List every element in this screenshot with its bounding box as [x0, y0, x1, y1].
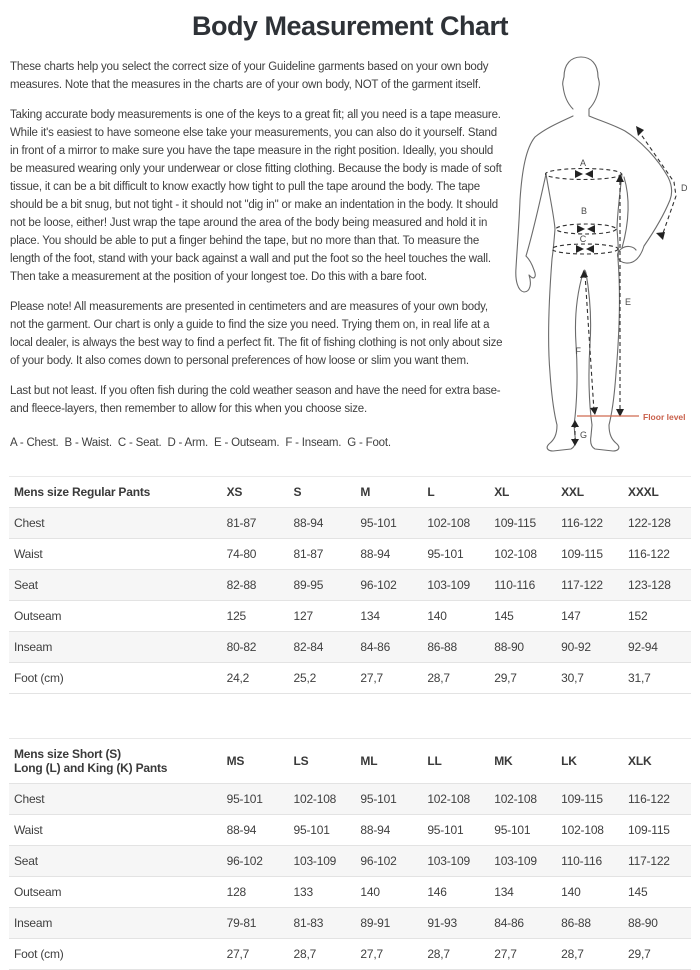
column-header: XXL: [557, 477, 624, 508]
cell-value: 95-101: [290, 815, 357, 846]
table-row: [9, 539, 691, 570]
cell-value: 102-108: [557, 815, 624, 846]
seat-band: [552, 244, 618, 254]
measurement-bands: [546, 130, 677, 442]
column-header: ML: [356, 739, 423, 784]
cell-value: 27,7: [356, 663, 423, 694]
measure-arrowheads: [571, 126, 665, 446]
cell-value: 92-94: [624, 632, 691, 663]
row-label: Outseam: [9, 601, 223, 632]
row-label: Chest: [9, 784, 223, 815]
cell-value: 116-122: [557, 508, 624, 539]
cell-value: 90-92: [557, 632, 624, 663]
row-label: Foot (cm): [9, 663, 223, 694]
cell-value: 140: [356, 877, 423, 908]
cell-value: 110-116: [557, 846, 624, 877]
intro-paragraph: Last but not least. If you often fish during the cold weather season and have the need for extra base- and fleece-layers, then remember to allow for this when you choose size.: [10, 385, 501, 415]
chest-band: [546, 169, 622, 180]
cell-value: 109-115: [557, 539, 624, 570]
body-outline: [516, 57, 672, 451]
cell-value: 95-101: [223, 784, 290, 815]
cell-value: 29,7: [490, 663, 557, 694]
cell-value: 27,7: [223, 939, 290, 970]
cell-value: 95-101: [423, 815, 490, 846]
cell-value: 74-80: [223, 539, 290, 570]
cell-value: 95-101: [356, 784, 423, 815]
cell-value: 88-90: [624, 908, 691, 939]
cell-value: 84-86: [490, 908, 557, 939]
body-measurement-page: [0, 11, 700, 970]
row-label: Waist: [9, 539, 223, 570]
column-header: L: [423, 477, 490, 508]
intro-section: [0, 58, 700, 472]
table-title: Mens size Regular Pants: [9, 477, 223, 508]
cell-value: 103-109: [423, 570, 490, 601]
intro-paragraph: These charts help you select the correct size of your Guideline garments based on your own body measures. Note that the measures in the charts are of your own body, NOT of the garment itself.: [10, 61, 489, 91]
cell-value: 96-102: [223, 846, 290, 877]
cell-value: 28,7: [423, 663, 490, 694]
column-header: MK: [490, 739, 557, 784]
cell-value: 116-122: [624, 784, 691, 815]
cell-value: 84-86: [356, 632, 423, 663]
cell-value: 125: [223, 601, 290, 632]
body-measurement-diagram: [505, 46, 700, 458]
intro-text-column: [10, 58, 504, 452]
page-title: Body Measurement Chart: [191, 11, 509, 41]
row-label: Seat: [9, 570, 223, 601]
cell-value: 81-87: [223, 508, 290, 539]
intro-paragraph: Please note! All measurements are presented in centimeters and are measures of your own body, not the garment. Our chart is only a guide to find the size you need. Trying them on, in real life at a local dealer, is always the best way to find a perfect fit. The fit of fishing clothing is not only about size of your body. It also comes down to personal preferences of how loose or slim you want them.: [10, 301, 503, 367]
label-inseam: F: [575, 346, 581, 356]
label-outseam: E: [625, 297, 632, 307]
measurement-legend: A - Chest. B - Waist. C - Seat. D - Arm. E - Outseam. F - Inseam. G - Foot.: [10, 437, 391, 449]
table-row: [9, 784, 691, 815]
cell-value: 28,7: [423, 939, 490, 970]
table-row: [9, 877, 691, 908]
cell-value: 80-82: [223, 632, 290, 663]
row-label: Seat: [9, 846, 223, 877]
cell-value: 28,7: [557, 939, 624, 970]
cell-value: 81-83: [290, 908, 357, 939]
label-waist: B: [580, 206, 588, 216]
cell-value: 24,2: [223, 663, 290, 694]
cell-value: 27,7: [356, 939, 423, 970]
regular-pants-size-table: [9, 476, 691, 694]
cell-value: 117-122: [557, 570, 624, 601]
cell-value: 103-109: [290, 846, 357, 877]
cell-value: 110-116: [490, 570, 557, 601]
label-chest: A: [579, 158, 587, 168]
body-figure-icon: [505, 46, 700, 458]
table-title: Mens size Short (S) Long (L) and King (K) Pants: [9, 739, 223, 784]
cell-value: 88-94: [290, 508, 357, 539]
cell-value: 134: [490, 877, 557, 908]
row-label: Waist: [9, 815, 223, 846]
cell-value: 96-102: [356, 846, 423, 877]
row-label: Inseam: [9, 632, 223, 663]
column-header: XL: [490, 477, 557, 508]
cell-value: 91-93: [423, 908, 490, 939]
cell-value: 30,7: [557, 663, 624, 694]
column-header: XLK: [624, 739, 691, 784]
column-header: LS: [290, 739, 357, 784]
column-header: S: [290, 477, 357, 508]
cell-value: 109-115: [624, 815, 691, 846]
cell-value: 145: [490, 601, 557, 632]
short-long-king-pants-size-table: [9, 738, 691, 970]
cell-value: 128: [223, 877, 290, 908]
cell-value: 152: [624, 601, 691, 632]
table-row: [9, 632, 691, 663]
cell-value: 31,7: [624, 663, 691, 694]
cell-value: 28,7: [290, 939, 357, 970]
measure-labels: [576, 158, 689, 440]
cell-value: 95-101: [423, 539, 490, 570]
column-header: XS: [223, 477, 290, 508]
cell-value: 109-115: [490, 508, 557, 539]
cell-value: 27,7: [490, 939, 557, 970]
cell-value: 140: [557, 877, 624, 908]
column-header: LL: [423, 739, 490, 784]
cell-value: 146: [423, 877, 490, 908]
column-header: LK: [557, 739, 624, 784]
label-foot: G: [580, 430, 588, 440]
table-header-row: [9, 477, 691, 508]
table-row: [9, 570, 691, 601]
row-label: Chest: [9, 508, 223, 539]
cell-value: 102-108: [290, 784, 357, 815]
table-header-row: [9, 739, 691, 784]
cell-value: 147: [557, 601, 624, 632]
cell-value: 88-94: [356, 815, 423, 846]
cell-value: 134: [356, 601, 423, 632]
cell-value: 127: [290, 601, 357, 632]
cell-value: 88-94: [223, 815, 290, 846]
cell-value: 82-84: [290, 632, 357, 663]
cell-value: 102-108: [423, 508, 490, 539]
cell-value: 102-108: [490, 784, 557, 815]
table-row: [9, 508, 691, 539]
table-row: [9, 939, 691, 970]
cell-value: 102-108: [423, 784, 490, 815]
table-row: [9, 908, 691, 939]
cell-value: 79-81: [223, 908, 290, 939]
cell-value: 29,7: [624, 939, 691, 970]
cell-value: 103-109: [423, 846, 490, 877]
cell-value: 82-88: [223, 570, 290, 601]
waist-band: [556, 224, 616, 234]
column-header: MS: [223, 739, 290, 784]
cell-value: 102-108: [490, 539, 557, 570]
cell-value: 140: [423, 601, 490, 632]
cell-value: 145: [624, 877, 691, 908]
column-header: M: [356, 477, 423, 508]
column-header: XXXL: [624, 477, 691, 508]
cell-value: 86-88: [557, 908, 624, 939]
cell-value: 96-102: [356, 570, 423, 601]
cell-value: 95-101: [490, 815, 557, 846]
label-arm: D: [681, 183, 688, 193]
cell-value: 86-88: [423, 632, 490, 663]
cell-value: 103-109: [490, 846, 557, 877]
cell-value: 95-101: [356, 508, 423, 539]
table-row: [9, 663, 691, 694]
table-row: [9, 601, 691, 632]
cell-value: 123-128: [624, 570, 691, 601]
cell-value: 117-122: [624, 846, 691, 877]
cell-value: 88-94: [356, 539, 423, 570]
floor-level-label: Floor level: [643, 412, 686, 422]
cell-value: 89-91: [356, 908, 423, 939]
table-row: [9, 846, 691, 877]
row-label: Outseam: [9, 877, 223, 908]
table-row: [9, 815, 691, 846]
label-seat: C: [579, 234, 587, 244]
row-label: Foot (cm): [9, 939, 223, 970]
cell-value: 116-122: [624, 539, 691, 570]
cell-value: 109-115: [557, 784, 624, 815]
cell-value: 81-87: [290, 539, 357, 570]
cell-value: 133: [290, 877, 357, 908]
cell-value: 25,2: [290, 663, 357, 694]
cell-value: 89-95: [290, 570, 357, 601]
intro-paragraph: Taking accurate body measurements is one of the keys to a great fit; all you need is a tape measure. While it's easiest to have someone else take your measurements, you can also do it yourself. Stand in front of a mirror to make sure you have the tape measure in the right position. Ideally, you should be measured wearing only your underwear or close fitting clothing. Because the body is made of soft tissue, it can be a bit difficult to know exactly how tight to pull the tape around the body. The tape should be a bit snug, but not tight - it should not "dig in" or make an indentation in the body. It should not be loose, either! Just wrap the tape around the area of the body being measured and hold it in place. You should be able to put a finger behind the tape, but no more than that. To measure the length of the foot, stand with your back against a wall and put the foot so the heel touches the wall. Then take a measurement at the position of your longest toe. Do this with a bare foot.: [10, 109, 502, 283]
row-label: Inseam: [9, 908, 223, 939]
cell-value: 122-128: [624, 508, 691, 539]
cell-value: 88-90: [490, 632, 557, 663]
